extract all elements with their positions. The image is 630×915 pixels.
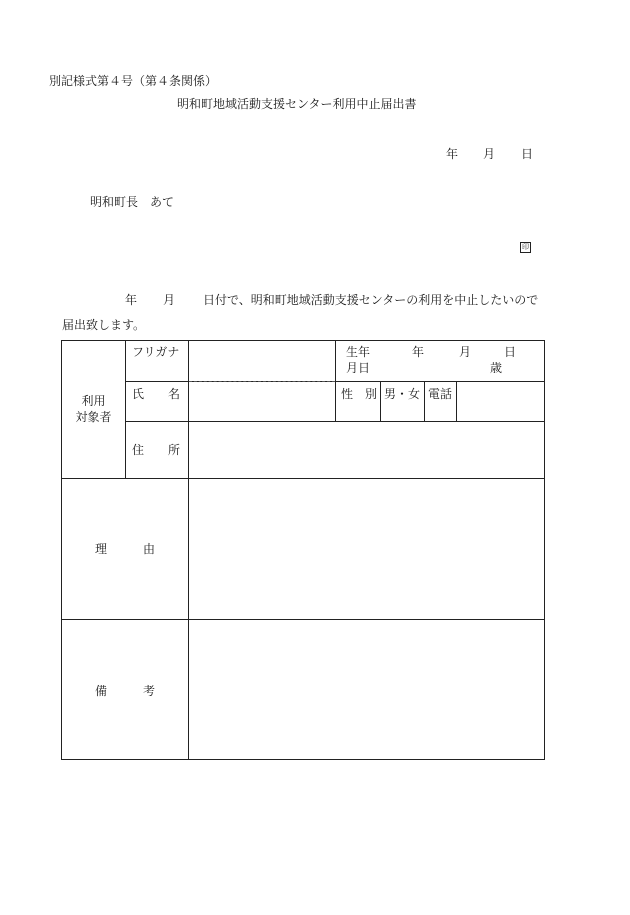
document-title: 明和町地域活動支援センター利用中止届出書 [177, 97, 417, 111]
column-divider [125, 341, 126, 478]
user-label-line-2: 対象者 [75, 410, 112, 424]
sex-label: 性 別 [341, 387, 378, 401]
furigana-label: フリガナ [132, 345, 180, 359]
column-divider [456, 381, 457, 421]
row-divider [62, 478, 545, 479]
reason-label: 理 由 [94, 542, 155, 556]
column-divider [188, 341, 189, 760]
age-label: 歳 [490, 361, 503, 375]
date-month-label: 月 [483, 147, 496, 161]
body-month-label: 月 [163, 293, 176, 307]
addressee: 明和町長 あて [90, 195, 175, 209]
birth-year-label: 年 [412, 345, 425, 359]
name-label: 氏 名 [132, 387, 181, 401]
form-number-label: 別記様式第４号（第４条関係） [49, 74, 218, 88]
birthdate-label-line-1: 生年 [346, 345, 371, 359]
body-text: 日付で、明和町地域活動支援センターの利用を中止したいので [203, 293, 539, 307]
application-table [61, 340, 545, 760]
user-label-line-1: 利用 [81, 394, 106, 408]
notes-label: 備 考 [94, 684, 155, 698]
sex-options: 男・女 [384, 387, 421, 401]
body-year-label: 年 [125, 293, 138, 307]
column-divider [335, 341, 336, 421]
birth-month-label: 月 [459, 345, 472, 359]
column-divider [424, 381, 425, 421]
seal-mark: 印 [522, 243, 529, 251]
birthdate-label [346, 344, 370, 376]
furigana-dashed-divider [189, 381, 335, 382]
column-divider [380, 381, 381, 421]
birth-day-label: 日 [504, 345, 517, 359]
date-year-label: 年 [446, 147, 459, 161]
date-day-label: 日 [521, 147, 534, 161]
phone-label: 電話 [428, 387, 453, 401]
date-line [446, 145, 533, 162]
row-divider [62, 619, 545, 620]
address-label: 住 所 [132, 443, 181, 457]
body-text-line-1 [125, 291, 538, 308]
user-label [62, 393, 125, 425]
body-text-line-2: 届出致します。 [62, 318, 146, 332]
birthdate-label-line-2: 月日 [346, 361, 371, 375]
